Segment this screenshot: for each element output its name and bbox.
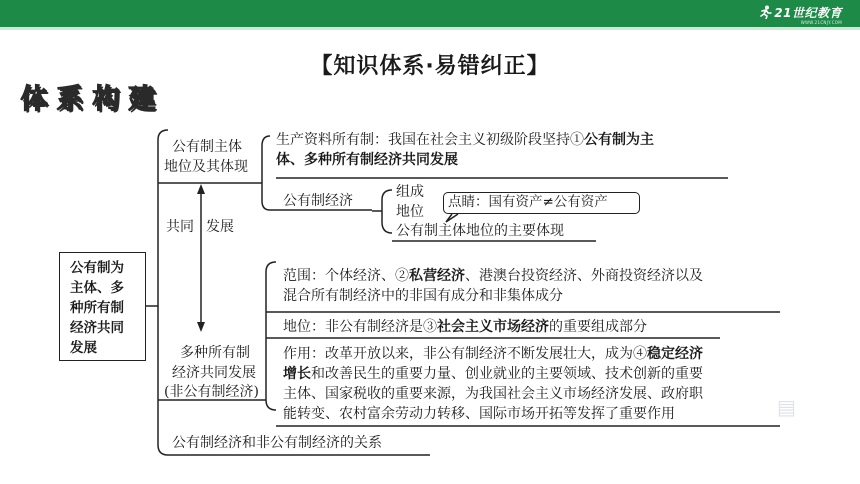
root-node-line: 经济共同 xyxy=(70,320,124,336)
role-bold-2: 增长 xyxy=(283,366,311,382)
root-node-line: 公有制为 xyxy=(70,260,124,276)
position-label: 地位 xyxy=(396,204,424,220)
status-lead: 地位：非公有制经济是③ xyxy=(283,319,437,335)
ownership-text xyxy=(276,131,654,150)
branch2-title-line3: (非公有制经济) xyxy=(164,384,259,400)
role-tail: 和改善民生的重要力量、创业就业的主要领域、技术创新的重要 xyxy=(311,366,703,382)
scope-lead: 范围：个体经济、② xyxy=(283,268,409,284)
watermark-icon: ▤ xyxy=(777,395,796,419)
status-text xyxy=(283,318,647,337)
ownership-bold: 公有制为主 xyxy=(584,132,654,148)
role-bold: 稳定经济 xyxy=(647,346,703,362)
public-economy-label: 公有制经济 xyxy=(283,193,353,209)
highlight-box: 点睛：国有资产≠公有资产 xyxy=(443,192,640,214)
root-node xyxy=(59,252,146,361)
composition-label: 组成 xyxy=(396,184,424,200)
role-text-line4: 能转变、农村富余劳动力转移、国际市场开拓等发挥了重要作用 xyxy=(283,406,675,422)
status-tail: 的重要组成部分 xyxy=(549,319,647,335)
scope-tail: 、港澳台投资经济、外商投资经济以及 xyxy=(465,268,703,284)
scope-bold: 私营经济 xyxy=(409,268,465,284)
role-text-line3: 主体、国家税收的重要来源，为我国社会主义市场经济发展、政府职 xyxy=(283,386,703,402)
link-label-left: 共同 xyxy=(166,219,194,235)
role-text-line1 xyxy=(283,345,703,364)
section-heading-char: 建 xyxy=(128,84,156,115)
ownership-lead: 生产资料所有制：我国在社会主义初级阶段坚持① xyxy=(276,132,584,148)
scope-text-line2: 混合所有制经济中的非国有成分和非集体成分 xyxy=(283,288,563,304)
root-node-line: 种所有制 xyxy=(70,300,124,316)
scope-text-line1 xyxy=(283,267,703,286)
ownership-text-line2: 体、多种所有制经济共同发展 xyxy=(276,152,458,168)
section-heading-char: 系 xyxy=(56,84,84,115)
logo-subtext: WWW.21CNJY.COM xyxy=(800,20,842,25)
role-text-line2 xyxy=(283,365,703,384)
section-heading-char: 构 xyxy=(92,84,120,115)
main-body-text: 公有制主体地位的主要体现 xyxy=(396,223,564,239)
logo-text: 21世纪教育 xyxy=(774,6,842,20)
page-title: 【知识体系·易错纠正】 xyxy=(310,54,550,79)
link-label-right: 发展 xyxy=(206,219,234,235)
status-bold: 社会主义市场经济 xyxy=(437,319,549,335)
branch1-title-line1: 公有制主体 xyxy=(172,139,242,155)
branch1-title-line2: 地位及其体现 xyxy=(164,159,248,175)
branch3-title: 公有制经济和非公有制经济的关系 xyxy=(172,435,382,451)
branch2-title-line1: 多种所有制 xyxy=(180,345,250,361)
root-node-line: 主体、多 xyxy=(70,280,124,296)
branch2-title-line2: 经济共同发展 xyxy=(172,365,256,381)
root-node-line: 发展 xyxy=(70,340,97,356)
section-heading-char: 体 xyxy=(20,84,48,115)
role-lead: 作用：改革开放以来，非公有制经济不断发展壮大，成为④ xyxy=(283,346,647,362)
